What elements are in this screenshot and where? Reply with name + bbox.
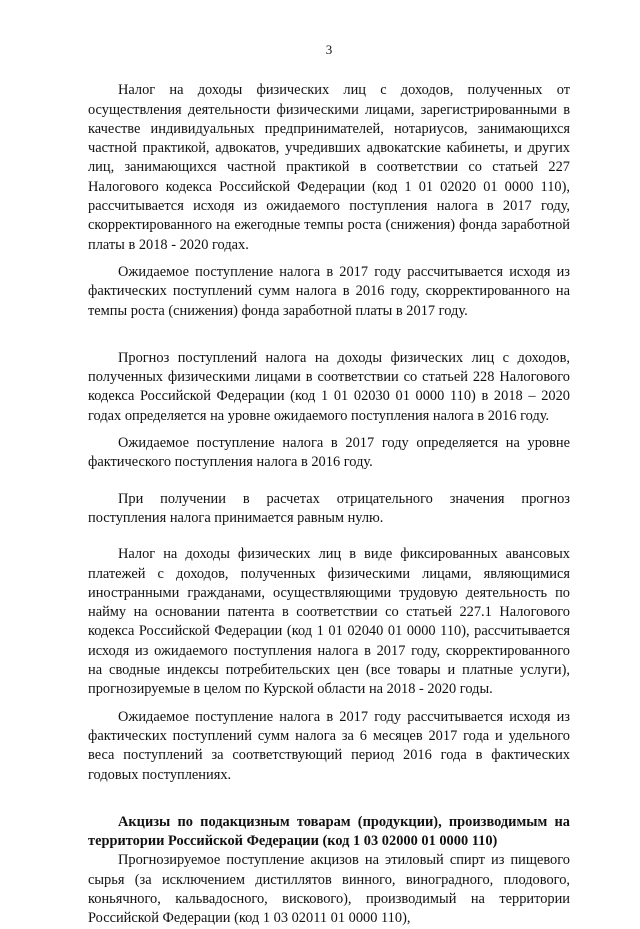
page-number: 3 [325,42,333,57]
paragraph-expected-2017-article-228: Ожидаемое поступление налога в 2017 году определяется на уровне фактического поступления налога в 2016 году. [88,435,570,471]
paragraph-expected-2017-article-227: Ожидаемое поступление налога в 2017 году рассчитывается исходя из фактических поступлений сумм налога в 2016 году, скорректированного на темпы роста (снижения) фонда заработной платы в 2017 году. [88,263,570,319]
paragraph-negative-value-rule: При получении в расчетах отрицательного значения прогноз поступления налога принимается равным нулю. [88,490,570,526]
section-heading-excise: Акцизы по подакцизным товарам (продукции), производимым на территории Российской Федерации (код 1 03 02000 01 0000 110) [88,813,570,850]
paragraph-expected-2017-patent: Ожидаемое поступление налога в 2017 году рассчитывается исходя из фактических поступлений сумм налога за 6 месяцев 2017 года и удельного веса поступлений за соответствующий период 2016 года в фактических годовых поступлениях. [88,708,570,783]
paragraph-ndfl-patent-foreigners: Налог на доходы физических лиц в виде фиксированных авансовых платежей с доходов, полученных физическими лицами, являющимися иностранными гражданами, осуществляющими трудовую деятельность по найму на основании патента в соответствии со статьей 227.1 Налогового кодекса Российской Федерации (код 1 01 02040 01 0000 110), рассчитывается исходя из ожидаемого поступления налога в 2017 году, скорректированного на сводные индексы потребительских цен (все товары и платные услуги), прогнозируемые в целом по Курской области на 2018 - 2020 годы. [88,546,570,698]
paragraph-ndfl-entrepreneurs: Налог на доходы физических лиц с доходов, полученных от осуществления деятельности физическими лицами, зарегистрированными в качестве индивидуальных предпринимателей, нотариусов, занимающихся частной практикой, адвокатов, учредивших адвокатские кабинеты, и других лиц, занимающихся частной практикой в соответствии со статьей 227 Налогового кодекса Российской Федерации (код 1 01 02020 01 0000 110), рассчитывается исходя из ожидаемого поступления налога в 2017 году, скорректированного на ежегодные темпы роста (снижения) фонда заработной платы в 2018 - 2020 годах. [88,82,570,253]
paragraph-excise-ethyl-alcohol: Прогнозируемое поступление акцизов на этиловый спирт из пищевого сырья (за исключением дистиллятов винного, виноградного, плодового, коньячного, кальвадосного, вискового), производимый на территории Российской Федерации (код 1 03 02011 01 0000 110), [88,852,570,927]
paragraph-forecast-article-228: Прогноз поступлений налога на доходы физических лиц с доходов, полученных физическими лицами в соответствии со статьей 228 Налогового кодекса Российской Федерации (код 1 01 02030 01 0000 110) в 2018 – 2020 годах определяется на уровне ожидаемого поступления налога в 2016 году. [88,349,570,424]
